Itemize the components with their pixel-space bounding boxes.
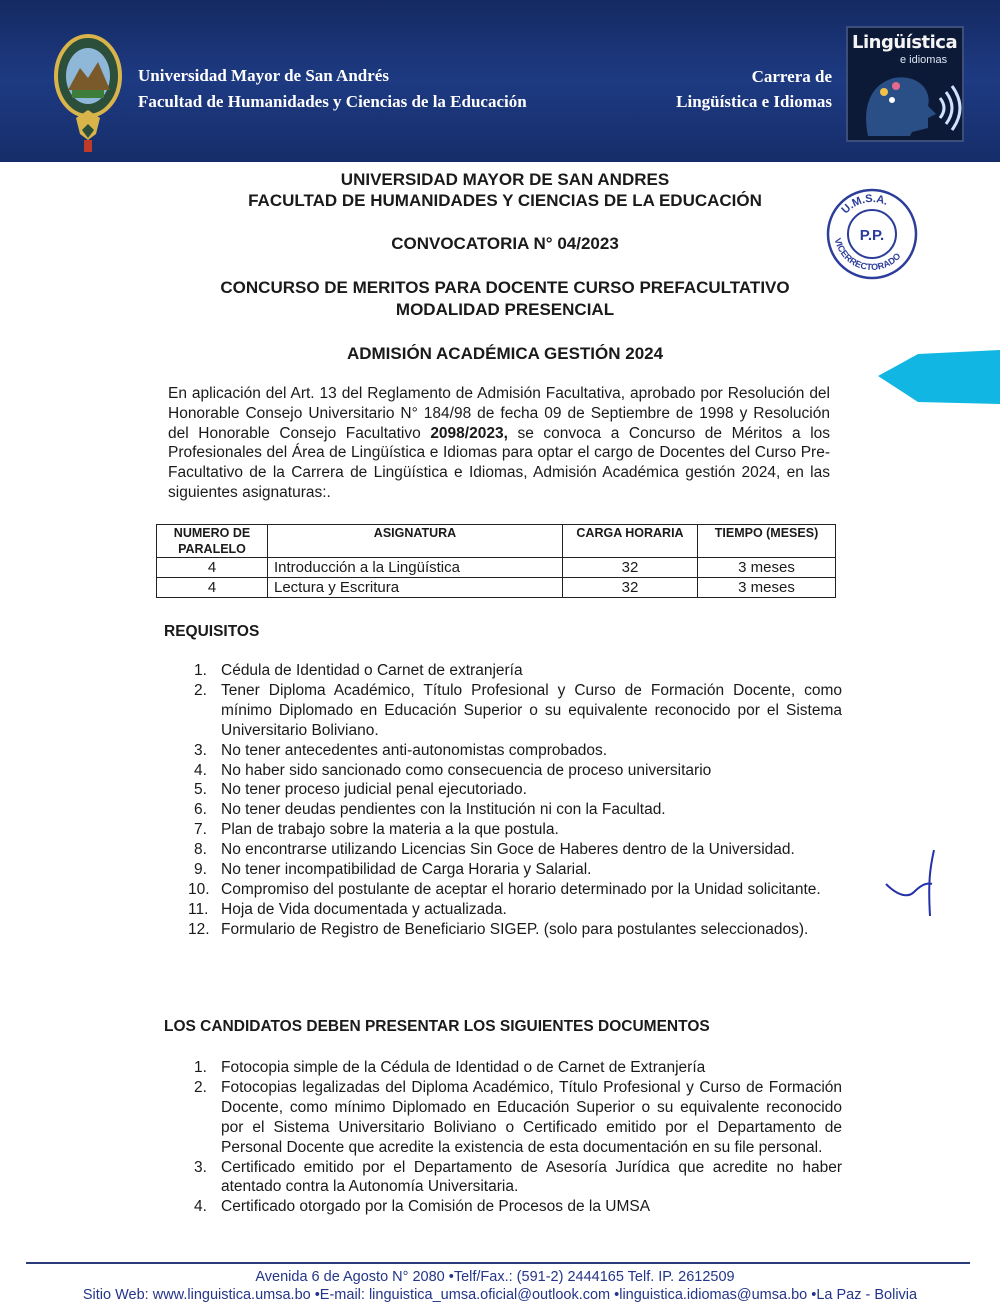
cell-tiempo: 3 meses <box>698 578 836 598</box>
list-item <box>194 840 842 860</box>
list-item-text: Formulario de Registro de Beneficiario SIGEP. (solo para postulantes seleccionados). <box>221 920 809 938</box>
list-item-number: 6. <box>194 801 207 819</box>
cell-carga: 32 <box>563 558 698 578</box>
intro-text-part1: En aplicación del Art. 13 del Reglamento de Admisión Facultativa, aprobado por Resolución del Honorable Consejo Universitario N° 184/98 de fecha 09 de Septiembre de 1998 y Resolución del Honorable Consejo Facultativo <box>168 385 830 442</box>
handwritten-signature <box>884 848 944 918</box>
cell-paralelo: 4 <box>157 558 268 578</box>
col-header-asignatura: ASIGNATURA <box>268 525 563 558</box>
list-item-text: Certificado emitido por el Departamento de Asesoría Jurídica que acredite no haber atentado contra la Autonomía Universitaria. <box>221 1158 842 1196</box>
list-item <box>188 880 842 900</box>
list-item-text: Fotocopias legalizadas del Diploma Académico, Título Profesional y Curso de Formación Docente, como mínimo Diplomado en Educación Superior o su equivalente reconocido por el Sistema Universitario Boliviano o Certificado emitido por el Departamento de Personal Docente que acredite la existencia de esta documentación en su file personal. <box>221 1078 842 1156</box>
logo-subtitle: e idiomas <box>900 54 948 66</box>
list-item <box>194 800 842 820</box>
cell-paralelo: 4 <box>157 578 268 598</box>
svg-text:VICERRECTORADO: VICERRECTORADO <box>832 236 903 273</box>
list-item-text: No haber sido sancionado como consecuencia de proceso universitario <box>221 761 712 779</box>
list-item <box>194 661 842 681</box>
career-name <box>676 64 832 114</box>
cyan-tab-marker <box>878 350 1000 404</box>
list-item-number: 3. <box>194 741 207 759</box>
list-item-number: 2. <box>194 681 207 699</box>
university-seal-icon <box>52 30 124 156</box>
col-header-paralelo: NUMERO DE PARALELO <box>157 525 268 558</box>
list-item-text: Hoja de Vida documentada y actualizada. <box>221 900 507 918</box>
admision-title: ADMISIÓN ACADÉMICA GESTIÓN 2024 <box>346 344 664 363</box>
documentos-heading: LOS CANDIDATOS DEBEN PRESENTAR LOS SIGUIENTES DOCUMENTOS <box>164 1018 710 1035</box>
col-header-tiempo: TIEMPO (MESES) <box>698 525 836 558</box>
list-item-number: 9. <box>194 861 207 879</box>
list-item-number: 2. <box>194 1078 207 1096</box>
list-item-number: 1. <box>194 662 207 679</box>
cell-tiempo: 3 meses <box>698 558 836 578</box>
list-item-number: 11. <box>188 900 209 918</box>
list-item <box>194 681 842 741</box>
convocatoria-number: CONVOCATORIA N° 04/2023 <box>391 234 619 253</box>
doc-title-faculty: FACULTAD DE HUMANIDADES Y CIENCIAS DE LA EDUCACIÓN <box>248 191 762 210</box>
list-item-number: 1. <box>194 1059 207 1076</box>
linguistica-logo <box>846 26 964 142</box>
list-item-number: 5. <box>194 781 207 799</box>
list-item-number: 4. <box>194 761 207 779</box>
list-item-number: 8. <box>194 841 207 859</box>
university-name: Universidad Mayor de San Andrés <box>138 66 389 85</box>
footer-address: Avenida 6 de Agosto N° 2080 •Telf/Fax.: (591-2) 2444165 Telf. IP. 2612509 <box>255 1269 735 1285</box>
list-item-number: 7. <box>194 821 207 839</box>
svg-text:U.M.S.A.: U.M.S.A. <box>839 192 890 217</box>
modalidad-title: MODALIDAD PRESENCIAL <box>395 300 615 319</box>
list-item-number: 10. <box>188 880 210 898</box>
col-header-carga: CARGA HORARIA <box>563 525 698 558</box>
concurso-title: CONCURSO DE MERITOS PARA DOCENTE CURSO PREFACULTATIVO <box>220 278 790 297</box>
list-item-number: 4. <box>194 1198 207 1216</box>
logo-title: Lingüística <box>852 32 958 53</box>
list-item <box>194 1197 842 1217</box>
list-item <box>194 1058 842 1078</box>
vicerrectorado-stamp-icon <box>824 186 920 282</box>
table-header-row <box>157 525 836 558</box>
cell-carga: 32 <box>563 578 698 598</box>
list-item-text: No tener incompatibilidad de Carga Horaria y Salarial. <box>221 861 592 879</box>
list-item-text: Plan de trabajo sobre la materia a la que postula. <box>221 821 559 839</box>
list-item-text: Tener Diploma Académico, Título Profesional y Curso de Formación Docente, como mínimo Diplomado en Educación Superior o su equivalente reconocido por el Sistema Universitario Boliviano. <box>221 681 842 739</box>
list-item <box>194 820 842 840</box>
table-row <box>157 558 836 578</box>
list-item <box>194 741 842 761</box>
list-item-number: 12. <box>188 920 210 938</box>
list-item <box>194 1158 842 1198</box>
intro-paragraph <box>168 384 830 503</box>
faculty-name: Facultad de Humanidades y Ciencias de la Educación <box>138 92 527 111</box>
requisitos-list <box>188 661 842 940</box>
list-item-text: Certificado otorgado por la Comisión de Procesos de la UMSA <box>221 1198 651 1216</box>
list-item <box>194 1078 842 1158</box>
intro-text-part2: se convoca a Concurso de Méritos a los Profesionales del Área de Lingüística e Idiomas para optar el cargo de Docentes del Curso Pre-Facultativo de la Carrera de Lingüística e Idiomas, Admisión Académica gestión 2024, en las siguientes asignaturas:. <box>168 424 831 501</box>
list-item-number: 3. <box>194 1158 207 1176</box>
speaking-head-icon <box>848 28 962 140</box>
list-item-text: Cédula de Identidad o Carnet de extranjería <box>221 662 523 679</box>
header-banner <box>0 0 1000 162</box>
footer-contact: Sitio Web: www.linguistica.umsa.bo •E-mail: linguistica_umsa.oficial@outlook.com •linguistica.idiomas@umsa.bo •La Paz - Bolivia <box>82 1287 918 1303</box>
table-row <box>157 578 836 598</box>
svg-text:P.P.: P.P. <box>859 227 885 244</box>
resolution-number: 2098/2023, <box>430 424 508 442</box>
list-item-text: No tener antecedentes anti-autonomistas comprobados. <box>221 741 608 759</box>
cell-asignatura: Lectura y Escritura <box>268 578 563 598</box>
list-item <box>188 920 842 940</box>
footer-divider <box>26 1262 970 1264</box>
list-item <box>188 900 842 920</box>
list-item-text: Compromiso del postulante de aceptar el horario determinado por la Unidad solicitante. <box>221 880 821 898</box>
requisitos-heading: REQUISITOS <box>164 623 260 640</box>
list-item <box>194 780 842 800</box>
asignaturas-table <box>156 524 836 598</box>
list-item <box>194 860 842 880</box>
list-item-text: No tener proceso judicial penal ejecutoriado. <box>221 781 527 799</box>
documentos-list <box>194 1058 842 1217</box>
list-item-text: Fotocopia simple de la Cédula de Identidad o de Carnet de Extranjería <box>221 1059 706 1076</box>
career-line1: Carrera de <box>751 67 832 86</box>
doc-title-university: UNIVERSIDAD MAYOR DE SAN ANDRES <box>340 170 670 189</box>
list-item-text: No encontrarse utilizando Licencias Sin Goce de Haberes dentro de la Universidad. <box>221 841 795 859</box>
career-line2: Lingüística e Idiomas <box>676 92 832 111</box>
cell-asignatura: Introducción a la Lingüística <box>268 558 563 578</box>
list-item-text: No tener deudas pendientes con la Institución ni con la Facultad. <box>221 801 666 819</box>
list-item <box>194 761 842 781</box>
